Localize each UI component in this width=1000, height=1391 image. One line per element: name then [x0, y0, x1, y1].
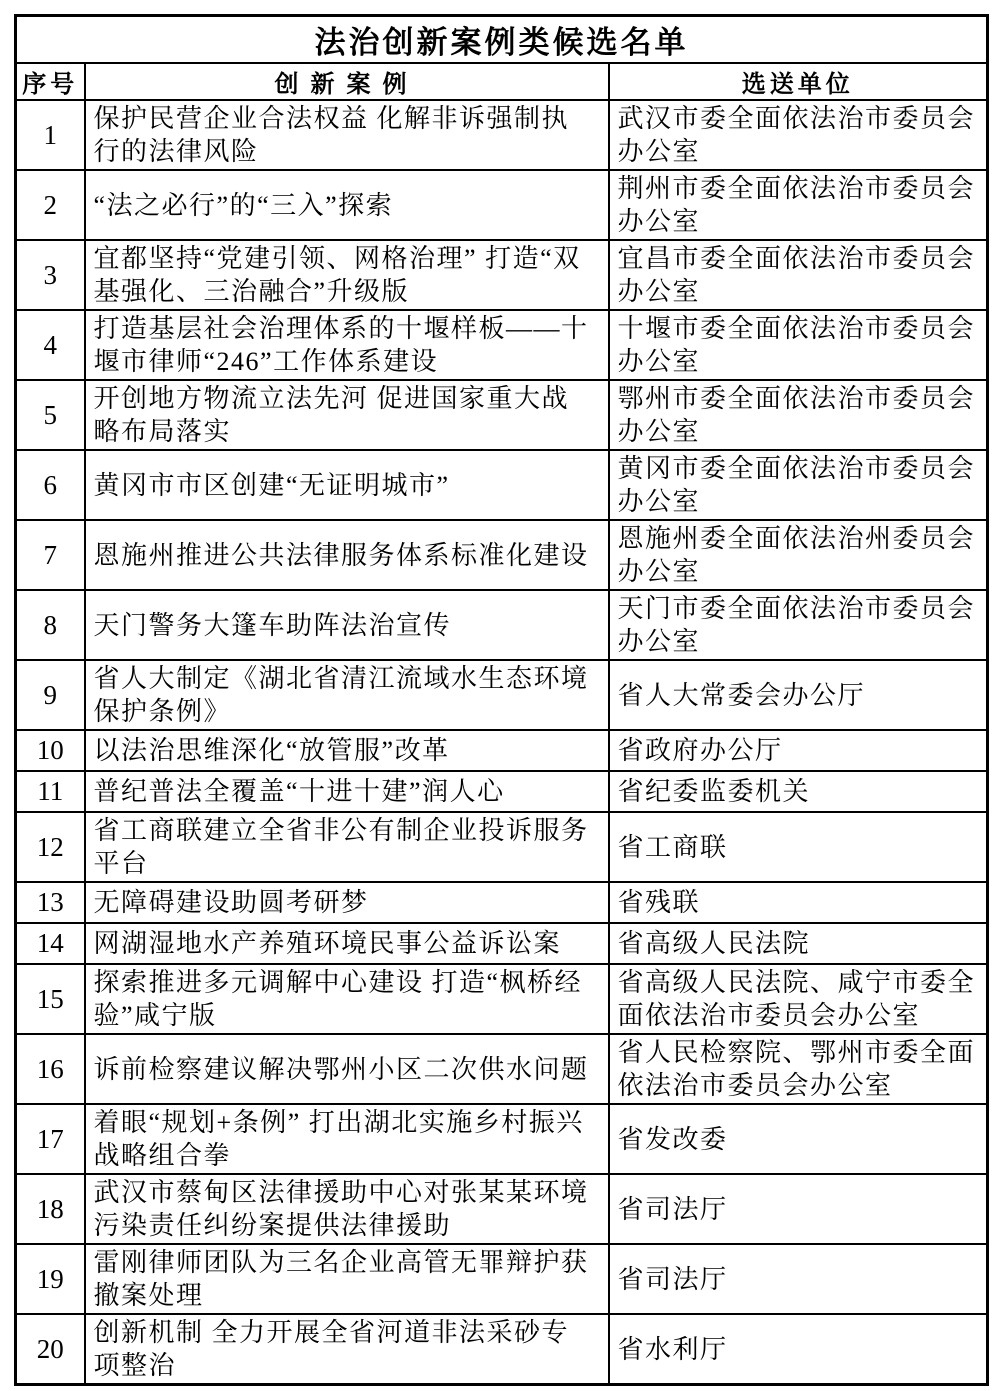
- row-serial-number: 15: [16, 964, 85, 1034]
- table-row: [16, 380, 988, 450]
- row-innovation-case: 武汉市蔡甸区法律援助中心对张某某环境污染责任纠纷案提供法律援助: [85, 1174, 609, 1244]
- row-submitting-unit: 省人民检察院、鄂州市委全面依法治市委员会办公室: [609, 1034, 988, 1104]
- row-innovation-case: 黄冈市市区创建“无证明城市”: [85, 450, 609, 520]
- candidate-table-container: [14, 14, 989, 1386]
- row-serial-number: 10: [16, 730, 85, 771]
- table-row: [16, 771, 988, 812]
- row-innovation-case: 省人大制定《湖北省清江流域水生态环境保护条例》: [85, 660, 609, 730]
- row-submitting-unit: 省高级人民法院: [609, 923, 988, 964]
- table-row: [16, 923, 988, 964]
- column-header-submitting-unit: 选送单位: [609, 63, 988, 100]
- table-row: [16, 730, 988, 771]
- table-row: [16, 450, 988, 520]
- table-row: [16, 590, 988, 660]
- row-submitting-unit: 省司法厅: [609, 1244, 988, 1314]
- row-innovation-case: 以法治思维深化“放管服”改革: [85, 730, 609, 771]
- row-serial-number: 20: [16, 1314, 85, 1385]
- row-innovation-case: 普纪普法全覆盖“十进十建”润人心: [85, 771, 609, 812]
- row-serial-number: 11: [16, 771, 85, 812]
- row-innovation-case: 着眼“规划+条例” 打出湖北实施乡村振兴战略组合拳: [85, 1104, 609, 1174]
- table-row: [16, 240, 988, 310]
- row-serial-number: 1: [16, 100, 85, 170]
- row-serial-number: 18: [16, 1174, 85, 1244]
- row-serial-number: 16: [16, 1034, 85, 1104]
- row-submitting-unit: 武汉市委全面依法治市委员会办公室: [609, 100, 988, 170]
- row-serial-number: 5: [16, 380, 85, 450]
- row-innovation-case: 雷刚律师团队为三名企业高管无罪辩护获撤案处理: [85, 1244, 609, 1314]
- table-row: [16, 170, 988, 240]
- row-submitting-unit: 省水利厅: [609, 1314, 988, 1385]
- table-row: [16, 882, 988, 923]
- row-serial-number: 13: [16, 882, 85, 923]
- column-header-innovation-case: 创新案例: [85, 63, 609, 100]
- column-header-serial-number: 序号: [16, 63, 85, 100]
- row-submitting-unit: 黄冈市委全面依法治市委员会办公室: [609, 450, 988, 520]
- row-submitting-unit: 省高级人民法院、咸宁市委全面依法治市委员会办公室: [609, 964, 988, 1034]
- table-row: [16, 812, 988, 882]
- row-innovation-case: 保护民营企业合法权益 化解非诉强制执行的法律风险: [85, 100, 609, 170]
- table-row: [16, 520, 988, 590]
- row-submitting-unit: 十堰市委全面依法治市委员会办公室: [609, 310, 988, 380]
- row-innovation-case: 天门警务大篷车助阵法治宣传: [85, 590, 609, 660]
- row-submitting-unit: 省工商联: [609, 812, 988, 882]
- row-innovation-case: 恩施州推进公共法律服务体系标准化建设: [85, 520, 609, 590]
- row-serial-number: 7: [16, 520, 85, 590]
- table-row: [16, 1244, 988, 1314]
- table-row: [16, 660, 988, 730]
- row-innovation-case: 开创地方物流立法先河 促进国家重大战略布局落实: [85, 380, 609, 450]
- row-innovation-case: 诉前检察建议解决鄂州小区二次供水问题: [85, 1034, 609, 1104]
- table-row: [16, 1104, 988, 1174]
- row-innovation-case: 创新机制 全力开展全省河道非法采砂专项整治: [85, 1314, 609, 1385]
- table-title: 法治创新案例类候选名单: [16, 16, 988, 64]
- row-serial-number: 6: [16, 450, 85, 520]
- table-row: [16, 310, 988, 380]
- candidate-table: [14, 14, 989, 1386]
- row-serial-number: 12: [16, 812, 85, 882]
- row-serial-number: 14: [16, 923, 85, 964]
- row-submitting-unit: 恩施州委全面依法治州委员会办公室: [609, 520, 988, 590]
- row-submitting-unit: 省纪委监委机关: [609, 771, 988, 812]
- row-innovation-case: 网湖湿地水产养殖环境民事公益诉讼案: [85, 923, 609, 964]
- header-row: [16, 63, 988, 100]
- row-serial-number: 9: [16, 660, 85, 730]
- table-row: [16, 1034, 988, 1104]
- row-innovation-case: 无障碍建设助圆考研梦: [85, 882, 609, 923]
- row-serial-number: 2: [16, 170, 85, 240]
- table-row: [16, 964, 988, 1034]
- row-innovation-case: “法之必行”的“三入”探索: [85, 170, 609, 240]
- row-serial-number: 8: [16, 590, 85, 660]
- title-row: [16, 16, 988, 64]
- table-row: [16, 1174, 988, 1244]
- row-innovation-case: 宜都坚持“党建引领、网格治理” 打造“双基强化、三治融合”升级版: [85, 240, 609, 310]
- row-submitting-unit: 荆州市委全面依法治市委员会办公室: [609, 170, 988, 240]
- row-submitting-unit: 省政府办公厅: [609, 730, 988, 771]
- row-innovation-case: 探索推进多元调解中心建设 打造“枫桥经验”咸宁版: [85, 964, 609, 1034]
- row-submitting-unit: 省人大常委会办公厅: [609, 660, 988, 730]
- row-submitting-unit: 宜昌市委全面依法治市委员会办公室: [609, 240, 988, 310]
- row-serial-number: 19: [16, 1244, 85, 1314]
- row-submitting-unit: 省残联: [609, 882, 988, 923]
- row-serial-number: 3: [16, 240, 85, 310]
- row-serial-number: 17: [16, 1104, 85, 1174]
- row-innovation-case: 省工商联建立全省非公有制企业投诉服务平台: [85, 812, 609, 882]
- table-row: [16, 1314, 988, 1385]
- row-serial-number: 4: [16, 310, 85, 380]
- row-submitting-unit: 鄂州市委全面依法治市委员会办公室: [609, 380, 988, 450]
- table-row: [16, 100, 988, 170]
- row-submitting-unit: 省发改委: [609, 1104, 988, 1174]
- row-submitting-unit: 省司法厅: [609, 1174, 988, 1244]
- row-submitting-unit: 天门市委全面依法治市委员会办公室: [609, 590, 988, 660]
- row-innovation-case: 打造基层社会治理体系的十堰样板——十堰市律师“246”工作体系建设: [85, 310, 609, 380]
